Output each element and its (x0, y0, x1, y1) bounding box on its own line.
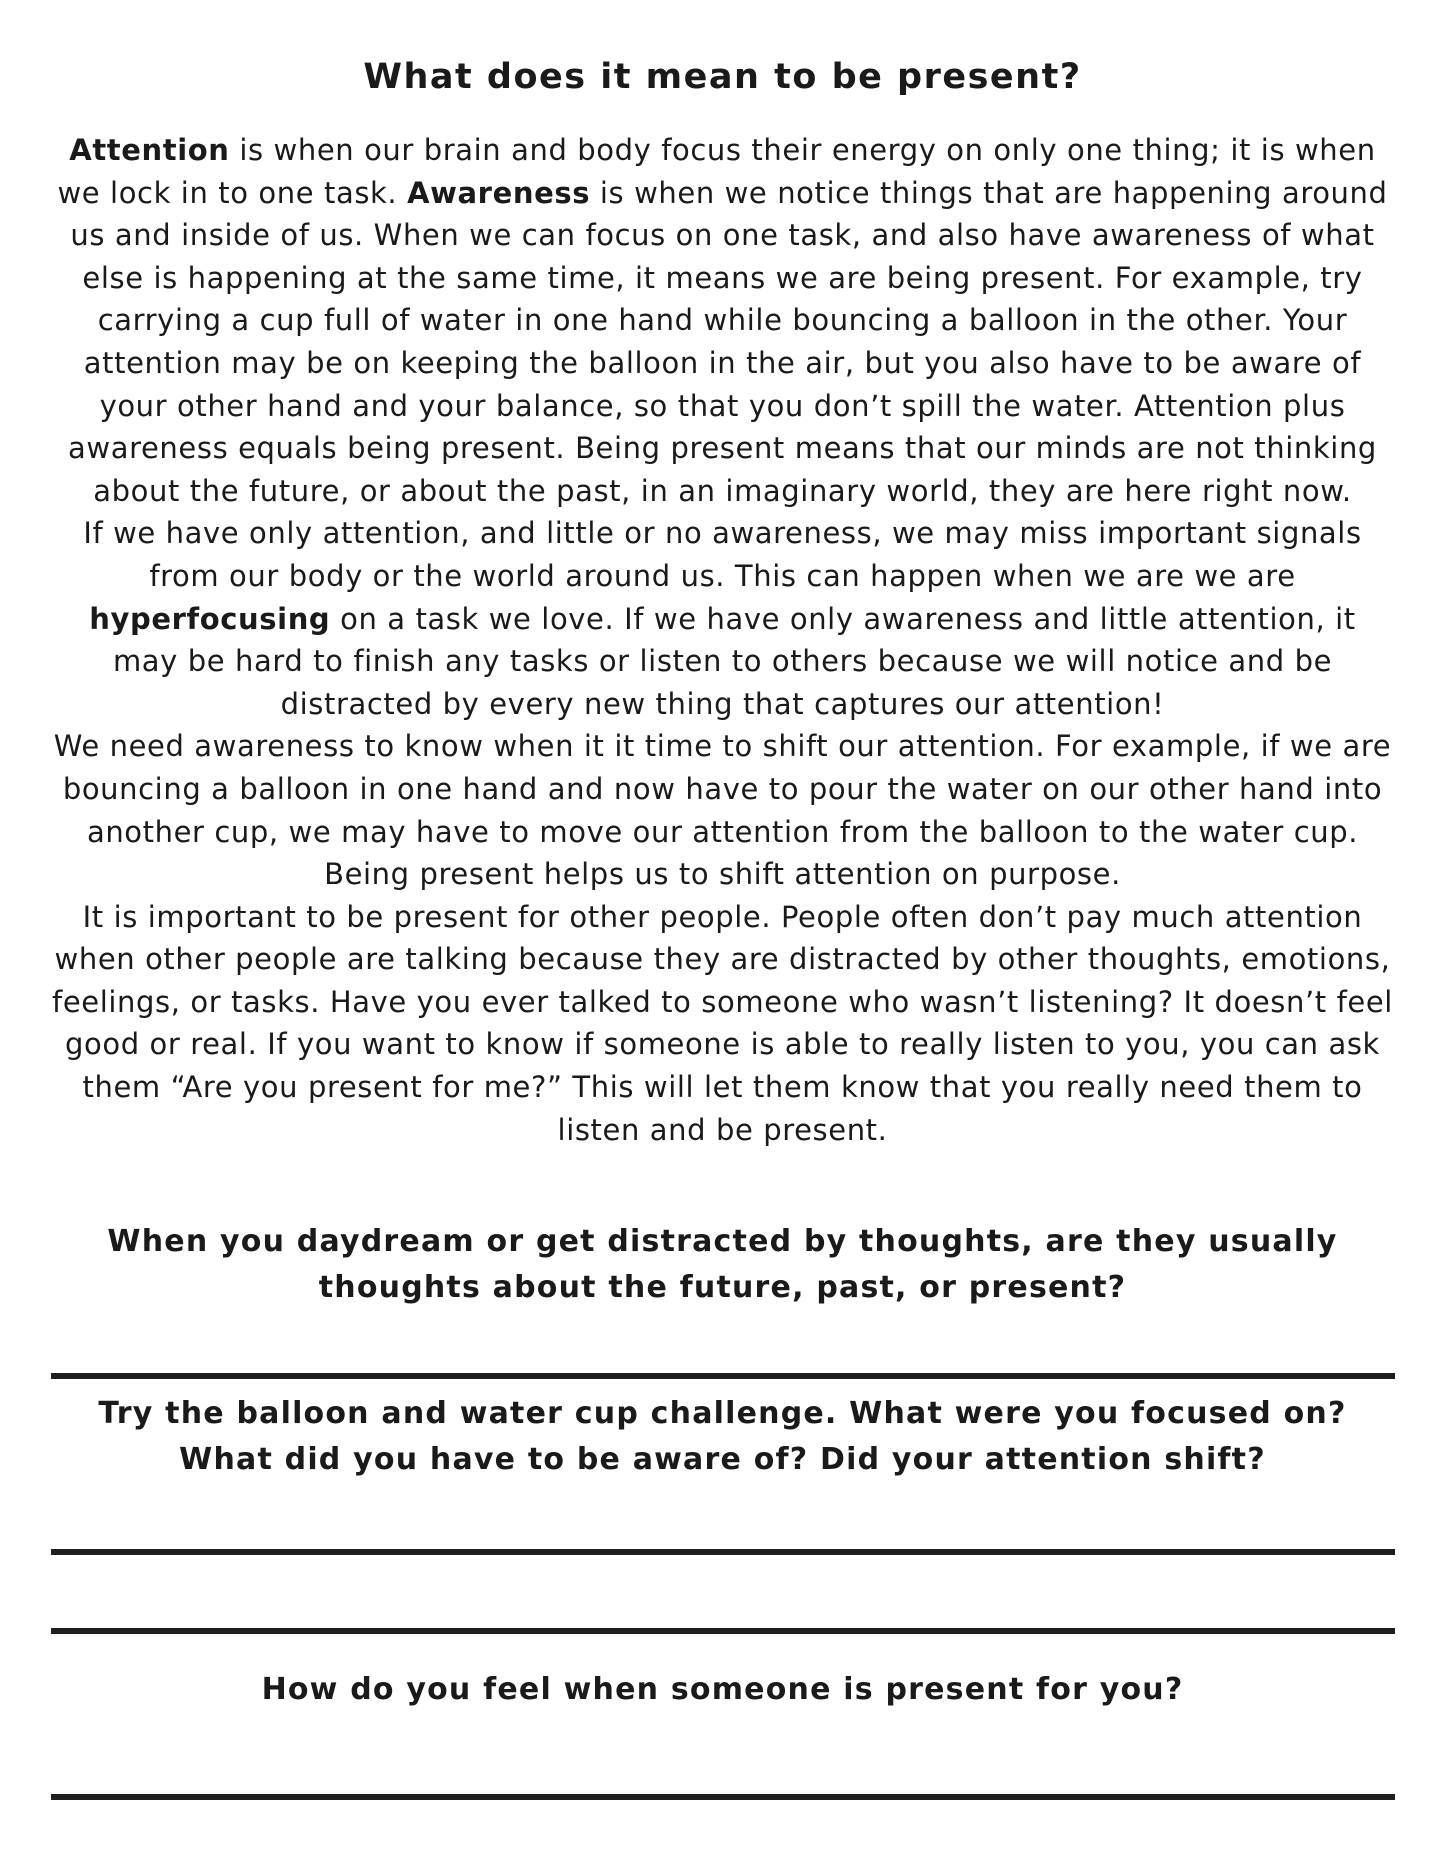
term-awareness: Awareness (407, 175, 591, 210)
answer-line-4[interactable] (51, 1794, 1395, 1800)
answer-line-3[interactable] (51, 1628, 1395, 1634)
paragraph-1-text-a: is when our brain and body focus their energy on only one thing; it is when we lock in to one task. (57, 133, 1376, 210)
answer-line-1[interactable] (51, 1373, 1395, 1379)
paragraph-1-text-b: is when we notice things that are happening around us and inside of us. When we can focus on one task, and also have awareness of what else is happening at the same time, it means we are being present. For example, try carrying a cup full of water in one hand while bouncing a balloon in the other. Your attention may be on keeping the balloon in the air, but you also have to be aware of your other hand and your balance, so that you don’t spill the water. Attention plus awareness equals being present. Being present means that our minds are not thinking about the future, or about the past, in an imaginary world, they are here right now. (68, 175, 1388, 508)
paragraph-hyperfocusing (52, 512, 1393, 725)
paragraph-attention-awareness (52, 129, 1393, 512)
explanation-text (52, 129, 1393, 1151)
term-attention: Attention (69, 133, 230, 167)
paragraph-present-for-others: It is important to be present for other people. People often don’t pay much attention when other people are talking because they are distracted by other thoughts, emotions, feelings, or tasks. Have you ever talked to someone who wasn’t listening? It doesn’t feel good or real. If you want to know if someone is able to really listen to you, you can ask them “Are you present for me?” This will let them know that you really need them to listen and be present. (52, 899, 1393, 1147)
question-daydream: When you daydream or get distracted by thoughts, are they usually thoughts about the future, past, or present? (107, 1224, 1338, 1305)
paragraph-shift-attention: We need awareness to know when it it time to shift our attention. For example, if we are bouncing a balloon in one hand and now have to pour the water on our other hand into another cup, we may have to move our attention from the balloon to the water cup. Being present helps us to shift attention on purpose. (53, 729, 1392, 892)
term-hyperfocusing: hyperfocusing (89, 601, 331, 636)
paragraph-2-text-a: If we have only attention, and little or no awareness, we may miss important signals from our body or the world around us. This can happen when we are we are (83, 516, 1362, 593)
question-balloon-challenge: Try the balloon and water cup challenge. What were you focused on? What did you have to be aware of? Did your attention shift? (98, 1396, 1347, 1477)
question-feel-present: How do you feel when someone is present for you? (261, 1672, 1184, 1707)
paragraph-2-text-b: on a task we love. If we have only awareness and little attention, it may be hard to finish any tasks or listen to others because we will notice and be distracted by every new thing that captures our attention! (112, 601, 1356, 721)
answer-line-2[interactable] (51, 1549, 1395, 1555)
worksheet-title: What does it mean to be present? (363, 57, 1082, 97)
